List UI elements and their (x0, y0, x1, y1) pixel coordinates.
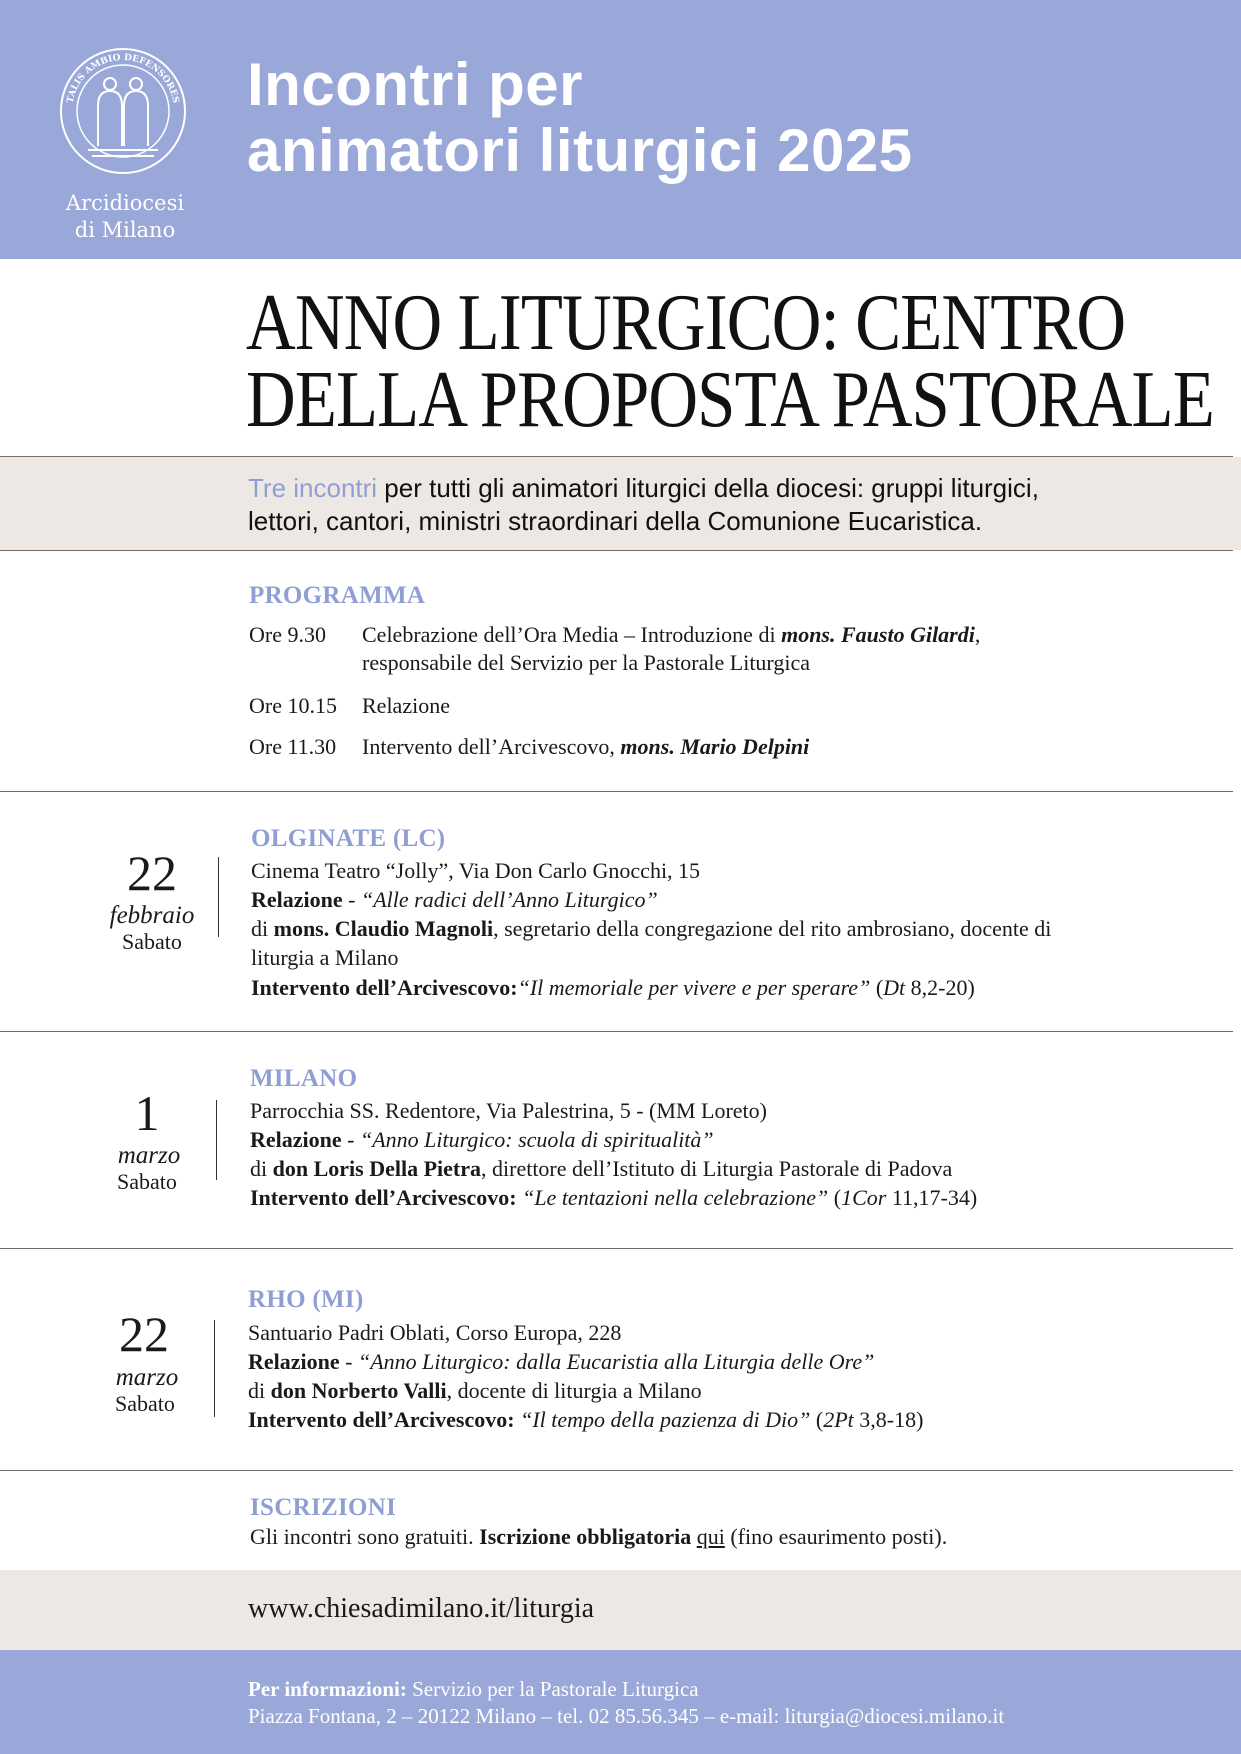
footer-contact: Piazza Fontana, 2 – 20122 Milano – tel. 02 85.56.345 – e-mail: liturgia@diocesi.milano.it (248, 1704, 1005, 1728)
event-1-separator (218, 857, 219, 937)
programma-heading: PROGRAMMA (249, 582, 426, 609)
intro-highlight: Tre incontri (248, 473, 378, 503)
programma-text-1-intro: Celebrazione dell’Ora Media – Introduzione di (362, 622, 782, 647)
event-2-speaker-line (250, 1158, 952, 1180)
event-3-ref-rest: 3,8-18) (853, 1407, 924, 1432)
event-1-month: febbraio (109, 902, 195, 929)
main-title-line1: ANNO LITURGICO: CENTRO (246, 279, 1126, 367)
header-title-line2: animatori liturgici 2025 (247, 117, 913, 184)
iscrizioni-link[interactable]: qui (696, 1524, 725, 1549)
event-1-speaker: mons. Claudio Magnoli (273, 916, 494, 941)
footer-line1 (248, 1679, 699, 1700)
event-2-relazione (250, 1129, 714, 1151)
event-3-day: 22 (119, 1306, 169, 1362)
event-1-arc-title: “Il memoriale per vivere e per sperare” (517, 975, 871, 1000)
event-3-rel-title: “Anno Liturgico: dalla Eucaristia alla Liturgia delle Ore” (357, 1349, 875, 1374)
event-3-venue: Santuario Padri Oblati, Corso Europa, 228 (248, 1320, 622, 1345)
event-1-venue: Cinema Teatro “Jolly”, Via Don Carlo Gnocchi, 15 (251, 858, 701, 883)
event-2-by: di (250, 1156, 273, 1181)
event-3-separator (214, 1320, 215, 1417)
seal-motto: TALIS AMBIO DEFENSORES (65, 52, 181, 104)
event-1-by: di (251, 916, 274, 941)
programma-time-3: Ore 11.30 (249, 734, 337, 759)
programma-text-2: Relazione (362, 693, 450, 718)
event-3-speaker-role: , docente di liturgia a Milano (446, 1378, 702, 1403)
intro-line2: lettori, cantori, ministri straordinari della Comunione Eucaristica. (248, 506, 983, 536)
event-1-speaker-role: , segretario della congregazione del rito ambrosiano, docente di (493, 916, 1052, 941)
event-2-venue: Parrocchia SS. Redentore, Via Palestrina, 5 - (MM Loreto) (250, 1098, 767, 1123)
event-1-ref-book: Dt (883, 975, 906, 1000)
event-3-ref-book: 2Pt (823, 1407, 854, 1432)
event-3-rel-sep: - (339, 1349, 358, 1374)
event-3-by: di (248, 1378, 271, 1403)
event-3-arc-title: “Il tempo della pazienza di Dio” (520, 1407, 811, 1432)
event-3-weekday: Sabato (115, 1391, 175, 1416)
event-1-day: 22 (127, 845, 177, 901)
programma-text-1-tail: , (974, 622, 981, 647)
divider (0, 550, 1233, 551)
footer-label: Per informazioni: (248, 1677, 407, 1701)
event-3-relazione (248, 1351, 874, 1373)
event-1-arc-label: Intervento dell’Arcivescovo: (251, 975, 518, 1000)
event-3-month: marzo (115, 1364, 179, 1391)
event-3-speaker: don Norberto Valli (270, 1378, 447, 1403)
event-2-ref-book: 1Cor (841, 1185, 887, 1210)
diocese-name-line2: di Milano (74, 218, 176, 242)
event-1-rel-sep: - (342, 887, 361, 912)
iscrizioni-text-intro: Gli incontri sono gratuiti. (250, 1524, 480, 1549)
footer-service: Servizio per la Pastorale Liturgica (406, 1677, 699, 1701)
iscrizioni-text-tail: (fino esaurimento posti). (724, 1524, 948, 1549)
iscrizioni-text (250, 1526, 947, 1548)
event-2-separator (216, 1100, 217, 1180)
event-2-arc-label: Intervento dell’Arcivescovo: (250, 1185, 517, 1210)
event-2-place: MILANO (250, 1065, 358, 1092)
website-link[interactable]: www.chiesadimilano.it/liturgia (248, 1593, 595, 1624)
iscrizioni-heading: ISCRIZIONI (250, 1494, 397, 1521)
event-1-place: OLGINATE (LC) (251, 825, 446, 852)
event-2-rel-title: “Anno Liturgico: scuola di spiritualità” (359, 1127, 714, 1152)
event-1-speaker-role-line2: liturgia a Milano (251, 945, 399, 970)
event-2-arc-title: “Le tentazioni nella celebrazione” (522, 1185, 829, 1210)
programma-text-1 (362, 624, 980, 646)
event-2-month: marzo (117, 1142, 181, 1169)
divider (0, 1031, 1233, 1032)
header-title-line1: Incontri per (247, 51, 584, 118)
event-2-rel-label: Relazione (250, 1127, 342, 1152)
programma-time-1: Ore 9.30 (249, 622, 326, 647)
event-1-speaker-line (251, 918, 1051, 940)
event-3-rel-label: Relazione (248, 1349, 340, 1374)
event-1-rel-label: Relazione (251, 887, 343, 912)
event-2-ref-rest: 11,17-34) (886, 1185, 978, 1210)
intro-line1-text: per tutti gli animatori liturgici della diocesi: gruppi liturgici, (377, 473, 1039, 503)
event-1-ref-rest: 8,2-20) (905, 975, 975, 1000)
event-2-day: 1 (134, 1085, 160, 1141)
website-band (0, 1570, 1241, 1650)
programma-text-3-intro: Intervento dell’Arcivescovo, (362, 734, 621, 759)
event-1-arcivescovo: Intervento dell’Arcivescovo:“Il memoriale per vivere e per sperare” (Dt 8,2-20) (251, 975, 975, 1000)
event-2-rel-sep: - (341, 1127, 360, 1152)
event-3-place: RHO (MI) (248, 1286, 364, 1313)
diocese-name-line1: Arcidiocesi (65, 191, 185, 215)
event-3-arcivescovo: Intervento dell’Arcivescovo: “Il tempo della pazienza di Dio” (2Pt 3,8-18) (248, 1407, 924, 1432)
event-1-weekday: Sabato (122, 929, 182, 954)
programma-text-3 (362, 736, 809, 758)
main-title-line2: DELLA PROPOSTA PASTORALE (246, 356, 1214, 444)
programma-time-2: Ore 10.15 (249, 693, 337, 718)
event-2-speaker: don Loris Della Pietra (272, 1156, 481, 1181)
event-2-arcivescovo: Intervento dell’Arcivescovo: “Le tentazioni nella celebrazione” (1Cor 11,17-34) (250, 1185, 978, 1210)
footer-band (0, 1650, 1241, 1754)
divider (0, 1470, 1233, 1471)
event-1-rel-title: “Alle radici dell’Anno Liturgico” (360, 887, 658, 912)
programma-person-3: mons. Mario Delpini (620, 734, 810, 759)
programma-person-1: mons. Fausto Gilardi (781, 622, 975, 647)
event-2-speaker-role: , direttore dell’Istituto di Liturgia Pastorale di Padova (481, 1156, 953, 1181)
divider (0, 791, 1233, 792)
iscrizioni-bold: Iscrizione obbligatoria (479, 1524, 692, 1549)
programma-text-1-line2: responsabile del Servizio per la Pastorale Liturgica (362, 650, 811, 675)
svg-text:TALIS AMBIO DEFENSORES (66, 53, 181, 104)
archdiocese-seal-icon (58, 46, 188, 176)
intro-band (0, 457, 1241, 550)
event-3-speaker-line (248, 1380, 702, 1402)
event-2-weekday: Sabato (117, 1169, 177, 1194)
divider (0, 1248, 1233, 1249)
event-3-arc-label: Intervento dell’Arcivescovo: (248, 1407, 515, 1432)
event-1-relazione (251, 889, 658, 911)
intro-line1 (248, 475, 1039, 501)
